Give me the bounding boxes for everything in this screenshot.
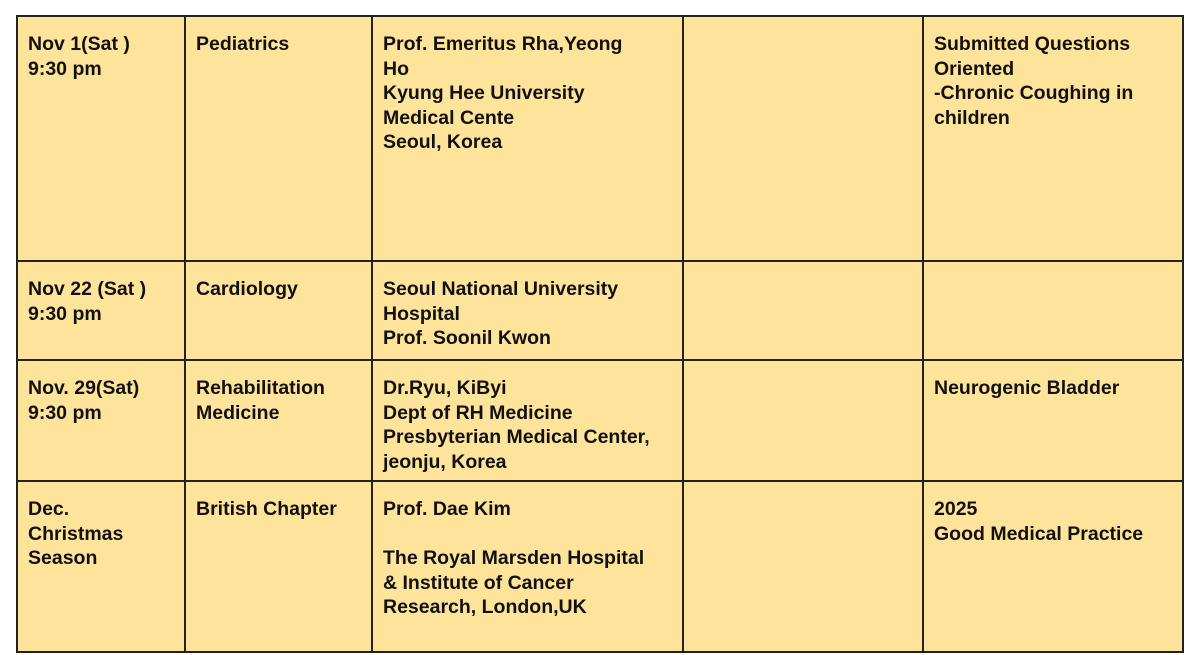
department-cell: British Chapter — [185, 481, 372, 652]
blank-cell — [683, 360, 923, 481]
date-cell: Dec. Christmas Season — [17, 481, 185, 652]
department-cell: Pediatrics — [185, 16, 372, 261]
speaker-cell: Prof. Dae Kim The Royal Marsden Hospital & Institute of Cancer Research, London,UK — [372, 481, 683, 652]
department-cell: Rehabilitation Medicine — [185, 360, 372, 481]
topic-cell: Neurogenic Bladder — [923, 360, 1183, 481]
date-cell: Nov. 29(Sat) 9:30 pm — [17, 360, 185, 481]
blank-cell — [683, 481, 923, 652]
table-row — [17, 261, 1183, 360]
schedule-table — [16, 15, 1184, 653]
table-row — [17, 481, 1183, 652]
speaker-cell: Dr.Ryu, KiByi Dept of RH Medicine Presbyterian Medical Center, jeonju, Korea — [372, 360, 683, 481]
table-row — [17, 360, 1183, 481]
speaker-cell: Prof. Emeritus Rha,Yeong Ho Kyung Hee University Medical Cente Seoul, Korea — [372, 16, 683, 261]
date-cell: Nov 1(Sat ) 9:30 pm — [17, 16, 185, 261]
topic-cell: 2025 Good Medical Practice — [923, 481, 1183, 652]
topic-cell: Submitted Questions Oriented -Chronic Coughing in children — [923, 16, 1183, 261]
blank-cell — [683, 261, 923, 360]
speaker-cell: Seoul National University Hospital Prof. Soonil Kwon — [372, 261, 683, 360]
department-cell: Cardiology — [185, 261, 372, 360]
table-row — [17, 16, 1183, 261]
topic-cell — [923, 261, 1183, 360]
date-cell: Nov 22 (Sat ) 9:30 pm — [17, 261, 185, 360]
blank-cell — [683, 16, 923, 261]
